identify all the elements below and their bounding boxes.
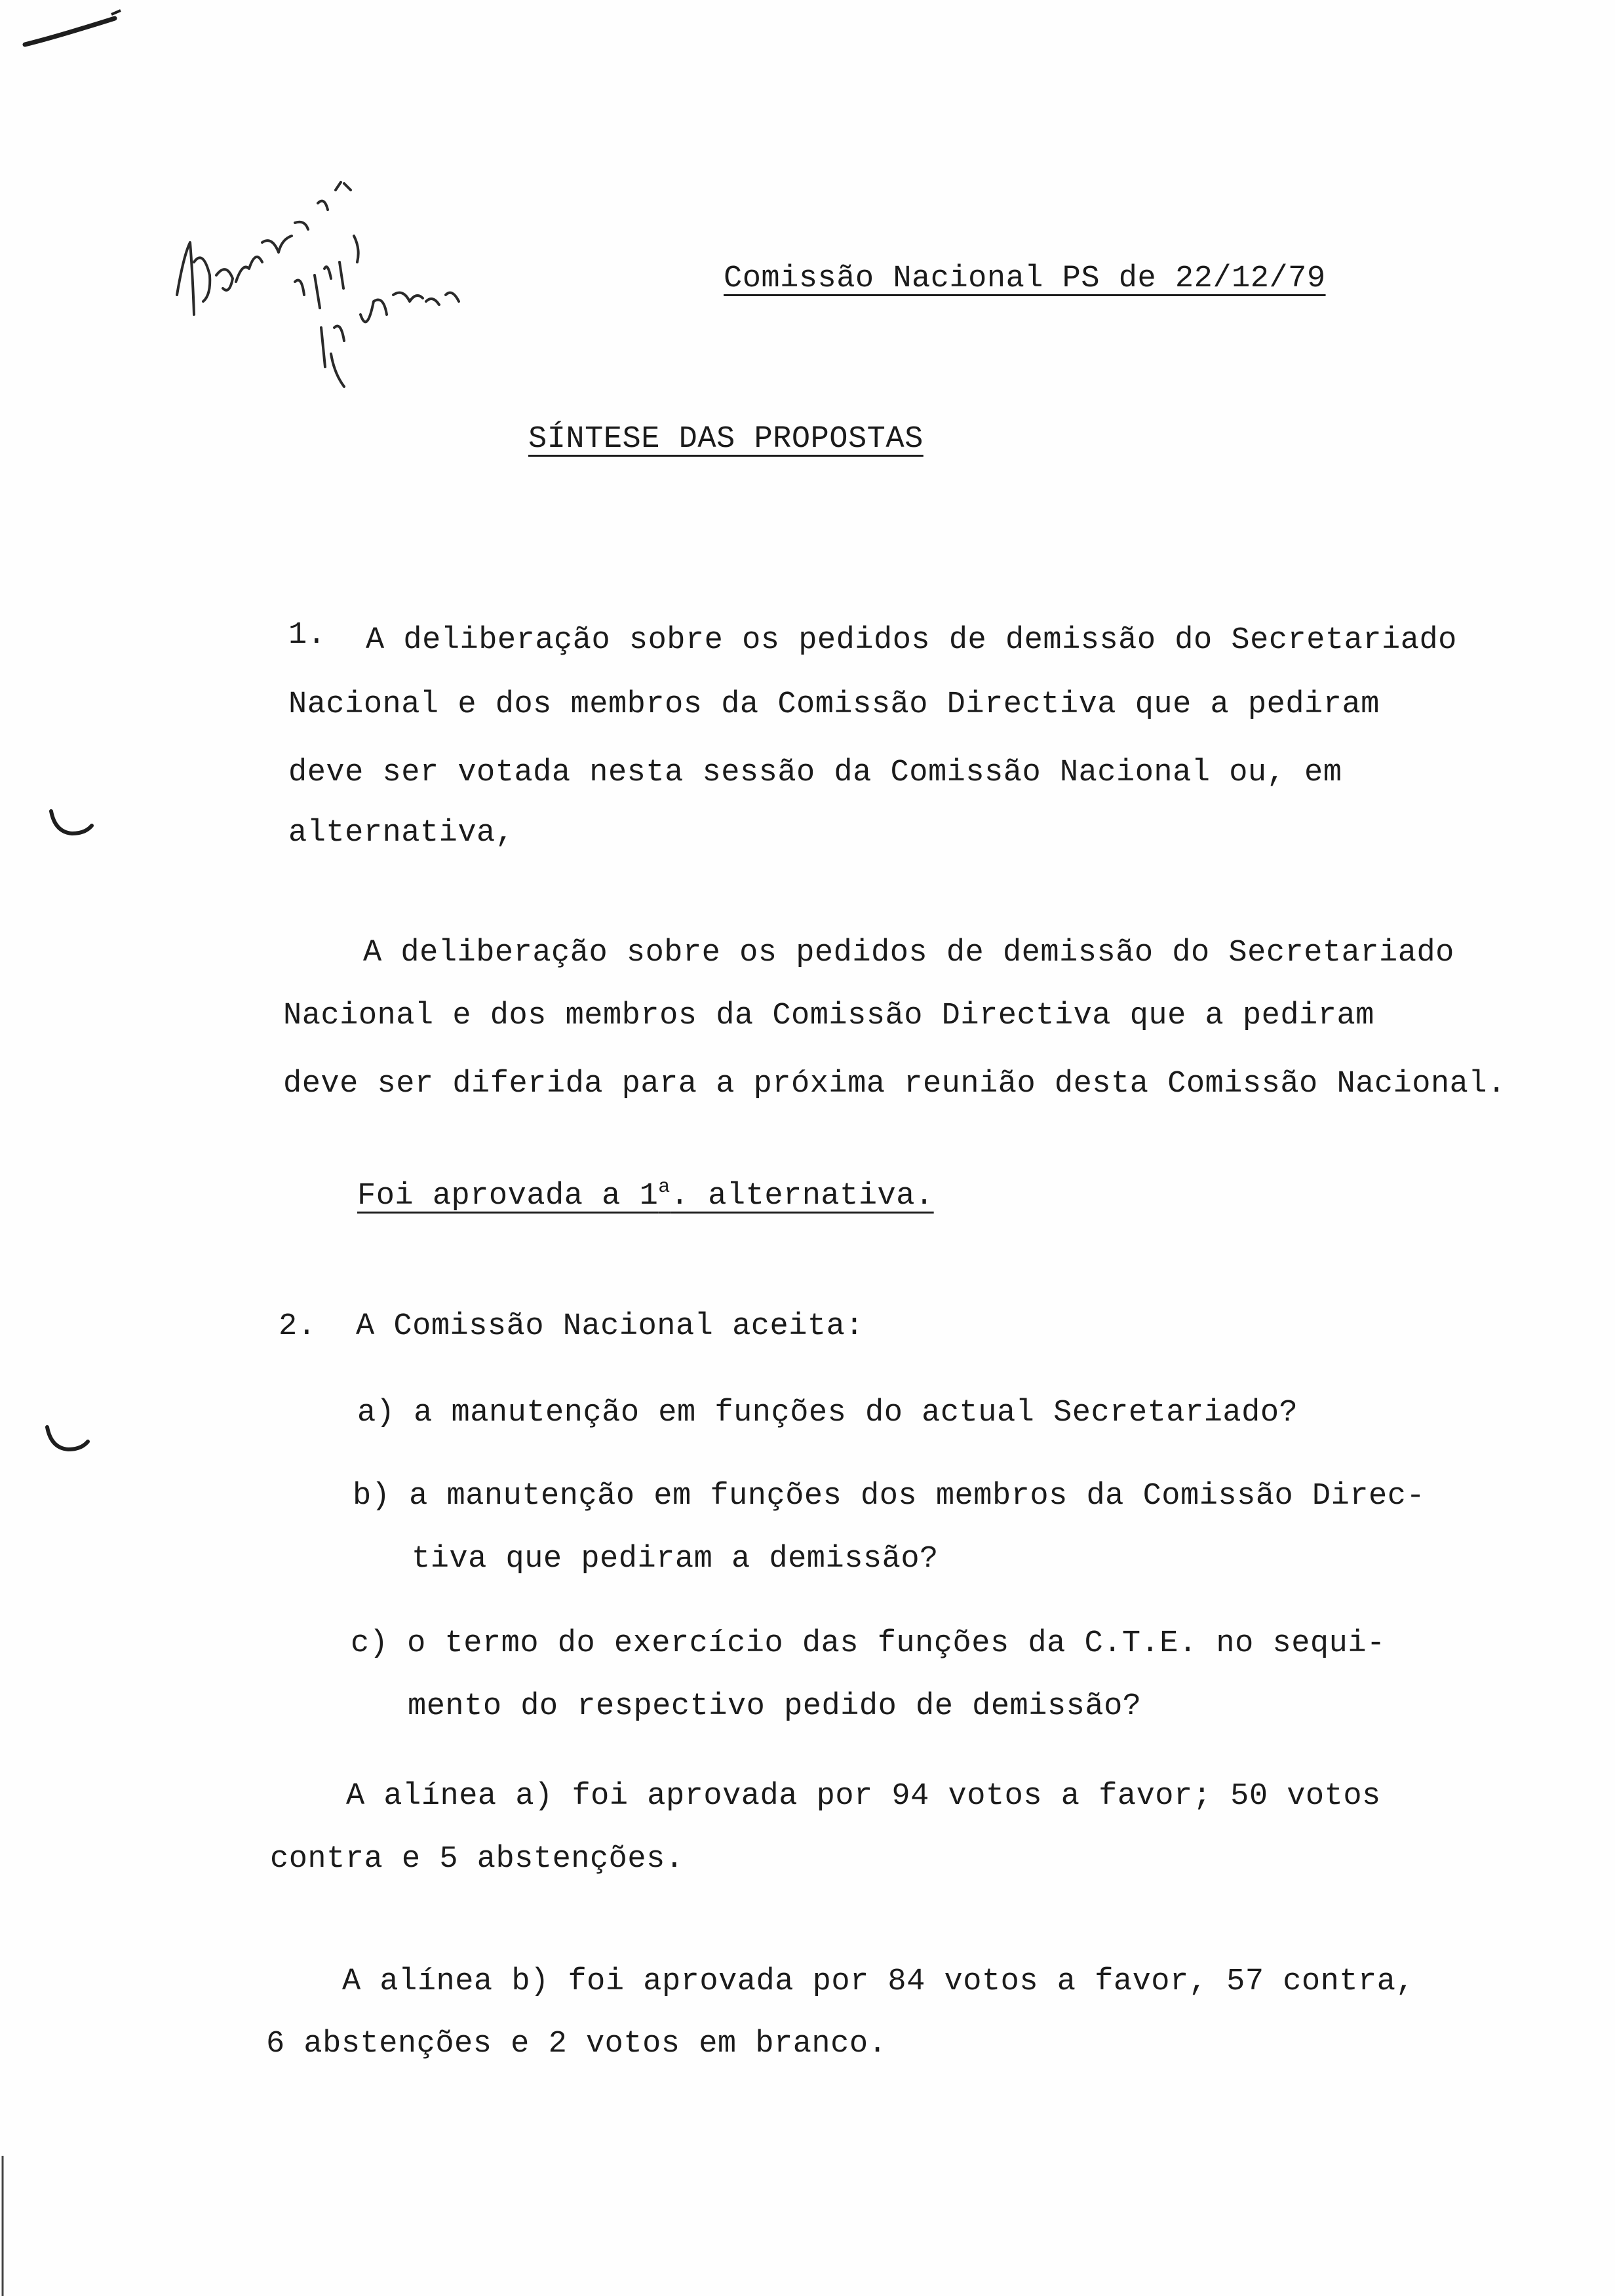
- section-1-alt-line-2: Nacional e dos membros da Comissão Directiva que a pediram: [283, 999, 1374, 1033]
- left-edge-line: [0, 2156, 7, 2296]
- result-prefix: Foi aprovada a 1: [357, 1179, 659, 1214]
- vote-b-line-2: 6 abstenções e 2 votos em branco.: [266, 2027, 887, 2061]
- section-1-alt-line-3: deve ser diferida para a próxima reunião desta Comissão Nacional.: [283, 1067, 1506, 1101]
- result-suffix: . alternativa.: [670, 1179, 934, 1214]
- item-b-line-1: b) a manutenção em funções dos membros da Comissão Direc-: [353, 1479, 1426, 1514]
- vote-a-line-2: contra e 5 abstenções.: [270, 1842, 684, 1877]
- section-2-number: 2.: [279, 1309, 317, 1344]
- section-1-result: [357, 1177, 934, 1216]
- left-margin-punch-mark: [46, 806, 98, 845]
- vote-a-line-1: A alínea a) foi aprovada por 94 votos a favor; 50 votos: [346, 1779, 1381, 1814]
- left-margin-punch-mark-2: [42, 1422, 94, 1461]
- section-1-line-3: deve ser votada nesta sessão da Comissão Nacional ou, em: [288, 756, 1342, 790]
- item-a-line-1: a) a manutenção em funções do actual Secretariado?: [357, 1396, 1298, 1430]
- document-subtitle: SÍNTESE DAS PROPOSTAS: [528, 422, 924, 457]
- handwritten-signature: [164, 164, 570, 439]
- section-1-line-4: alternativa,: [288, 816, 515, 851]
- section-1-line-1: A deliberação sobre os pedidos de demissão do Secretariado: [366, 623, 1457, 658]
- item-b-line-2: tiva que pediram a demissão?: [412, 1542, 939, 1577]
- section-1-alt-line-1: A deliberação sobre os pedidos de demissão do Secretariado: [363, 936, 1454, 970]
- section-1-number: 1.: [288, 618, 326, 653]
- vote-b-line-1: A alínea b) foi aprovada por 84 votos a favor, 57 contra,: [342, 1964, 1415, 1999]
- result-ordinal: a: [658, 1176, 671, 1198]
- section-2-intro: A Comissão Nacional aceita:: [356, 1309, 865, 1344]
- item-c-line-2: mento do respectivo pedido de demissão?: [408, 1689, 1142, 1724]
- document-title: Comissão Nacional PS de 22/12/79: [724, 261, 1326, 296]
- item-c-line-1: c) o termo do exercício das funções da C.T.E. no sequi-: [351, 1626, 1386, 1661]
- corner-pen-stroke: [20, 7, 125, 52]
- section-1-line-2: Nacional e dos membros da Comissão Directiva que a pediram: [288, 687, 1380, 722]
